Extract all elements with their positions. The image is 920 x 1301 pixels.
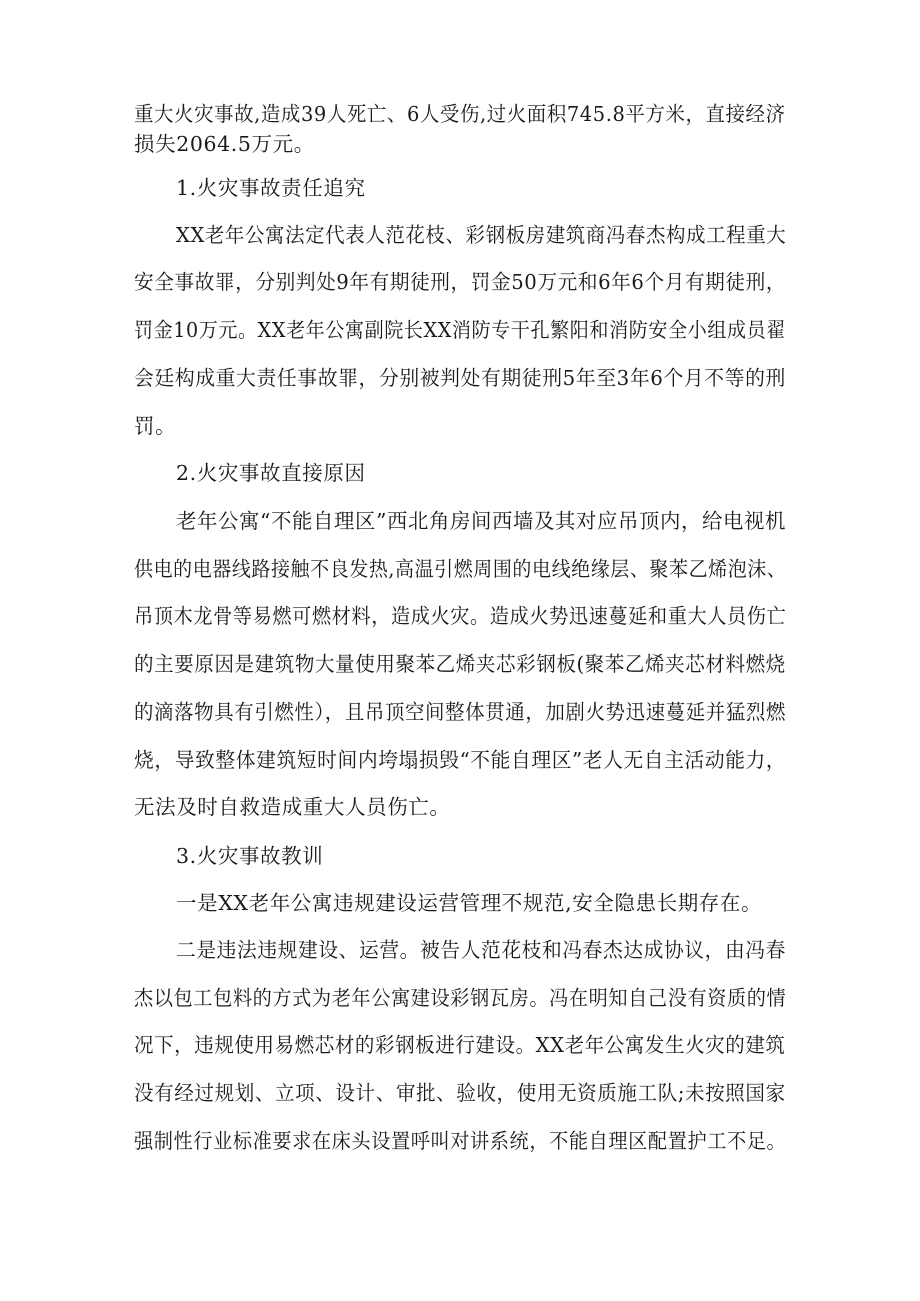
paragraph-line: 的滴落物具有引燃性），且吊顶空间整体贯通，加剧火势迅速蔓延并猛烈燃 <box>134 700 787 724</box>
paragraph-line: 一是XX老年公寓违规建设运营管理不规范,安全隐患长期存在。 <box>176 891 763 915</box>
paragraph-line: 安全事故罪，分别判处9年有期徒刑，罚金50万元和6年6个月有期徒刑， <box>134 270 787 294</box>
paragraph-line: 会廷构成重大责任事故罪，分别被判处有期徒刑5年至3年6个月不等的刑 <box>134 366 786 390</box>
paragraph-line: 损失2064.5万元。 <box>134 132 315 156</box>
paragraph-line: 罚金10万元。XX老年公寓副院长XX消防专干孔繁阳和消防安全小组成员翟 <box>134 318 786 342</box>
paragraph-line: 杰以包工包料的方式为老年公寓建设彩钢瓦房。冯在明知自己没有资质的情 <box>134 986 787 1010</box>
paragraph-line: 二是违法违规建设、运营。被告人范花枝和冯春杰达成协议，由冯春 <box>176 938 787 962</box>
paragraph-line: 强制性行业标准要求在床头设置呼叫对讲系统，不能自理区配置护工不足。 <box>134 1129 787 1153</box>
paragraph-line: 罚。 <box>134 414 177 438</box>
paragraph-line: 况下，违规使用易燃芯材的彩钢板进行建设。XX老年公寓发生火灾的建筑 <box>134 1033 786 1057</box>
paragraph-line: 烧，导致整体建筑短时间内垮塌损毁“不能自理区”老人无自主活动能力， <box>134 748 787 772</box>
paragraph-line: 吊顶木龙骨等易燃可燃材料，造成火灾。造成火势迅速蔓延和重大人员伤亡 <box>134 604 787 628</box>
paragraph-line: 的主要原因是建筑物大量使用聚苯乙烯夹芯彩钢板(聚苯乙烯夹芯材料燃烧 <box>134 652 786 676</box>
paragraph-line: 无法及时自救造成重大人员伤亡。 <box>134 795 451 819</box>
paragraph-line: 重大火灾事故,造成39人死亡、6人受伤,过火面积745.8平方米，直接经济 <box>134 102 786 126</box>
paragraph-line: 没有经过规划、立项、设计、审批、验收，使用无资质施工队;未按照国家 <box>134 1081 786 1105</box>
paragraph-line: 老年公寓“不能自理区”西北角房间西墙及其对应吊顶内，给电视机 <box>176 509 786 533</box>
paragraph-line: XX老年公寓法定代表人范花枝、彩钢板房建筑商冯春杰构成工程重大 <box>176 223 787 247</box>
section-heading-2: 2.火灾事故直接原因 <box>176 461 366 485</box>
section-heading-3: 3.火灾事故教训 <box>176 844 324 868</box>
paragraph-line: 供电的电器线路接触不良发热,高温引燃周围的电线绝缘层、聚苯乙烯泡沫、 <box>134 557 787 581</box>
section-heading-1: 1.火灾事故责任追究 <box>176 176 366 200</box>
